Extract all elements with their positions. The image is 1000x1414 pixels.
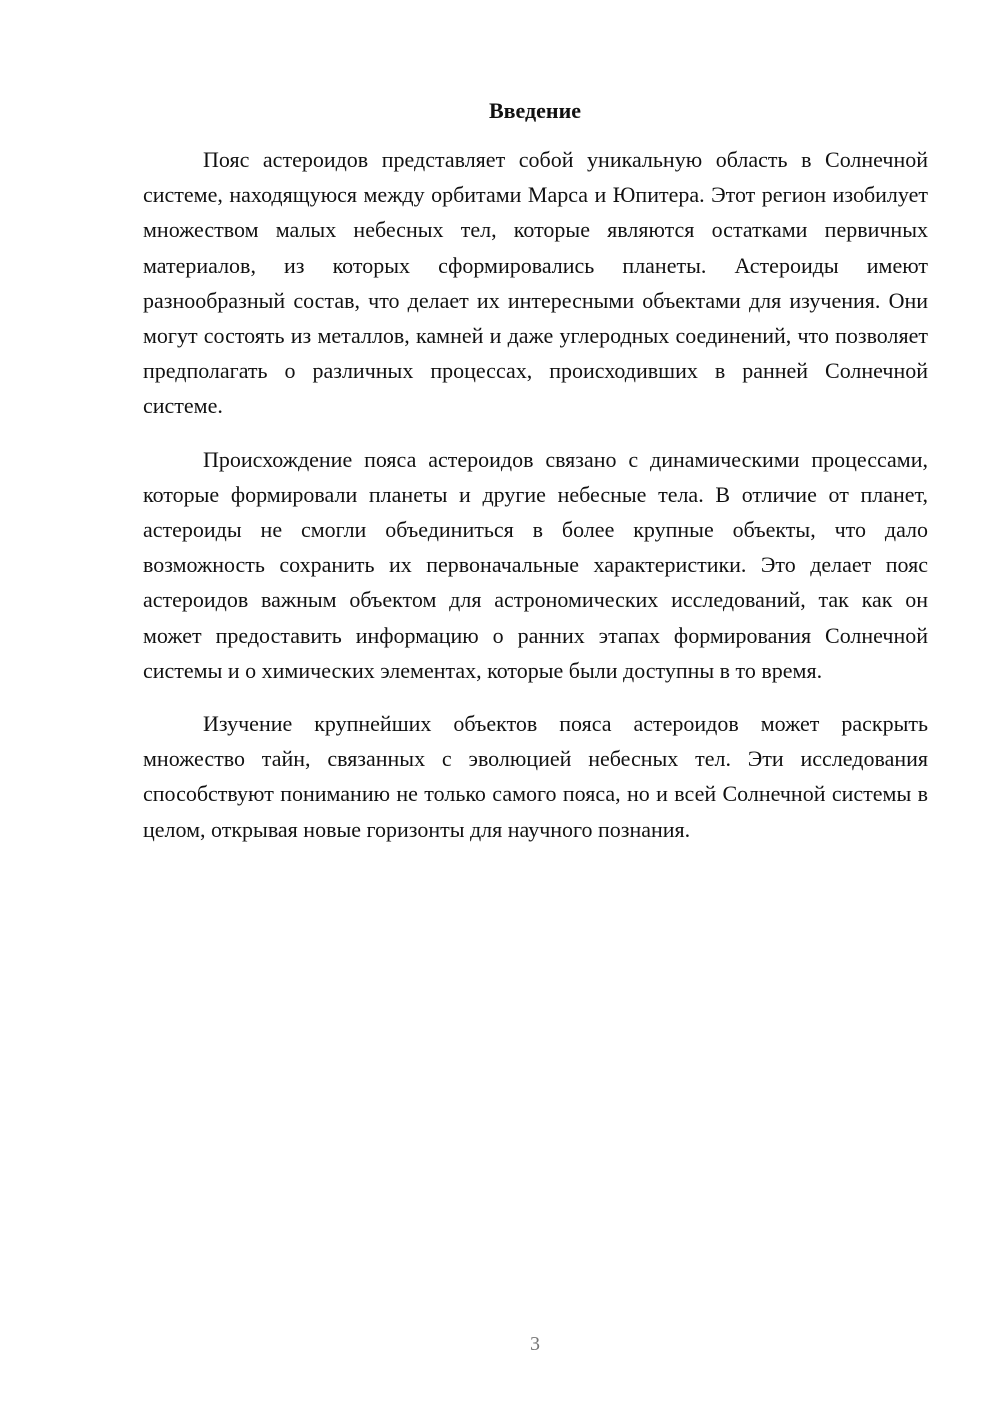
body-text: [143, 142, 928, 847]
paragraph-1: Пояс астероидов представляет собой уникальную область в Солнечной системе, находящуюся между орбитами Марса и Юпитера. Этот регион изобилует множеством малых небесных тел, которые являются остатками первичных материалов, из которых сформировались планеты. Астероиды имеют разнообразный состав, что делает их интересными объектами для изучения. Они могут состоять из металлов, камней и даже углеродных соединений, что позволяет предполагать о различных процессах, происходивших в ранней Солнечной системе.: [143, 147, 928, 419]
paragraph-2: Происхождение пояса астероидов связано с динамическими процессами, которые формировали планеты и другие небесные тела. В отличие от планет, астероиды не смогли объединиться в более крупные объекты, что дало возможность сохранить их первоначальные характеристики. Это делает пояс астероидов важным объектом для астрономических исследований, так как он может предоставить информацию о ранних этапах формирования Солнечной системы и о химических элементах, которые были доступны в то время.: [143, 446, 928, 683]
paragraph-3: Изучение крупнейших объектов пояса астероидов может раскрыть множество тайн, связанных с эволюцией небесных тел. Эти исследования способствуют пониманию не только самого пояса, но и всей Солнечной системы в целом, открывая новые горизонты для научного познания.: [143, 711, 928, 842]
section-heading: Введение: [488, 98, 582, 123]
page-number: 3: [530, 1333, 540, 1355]
